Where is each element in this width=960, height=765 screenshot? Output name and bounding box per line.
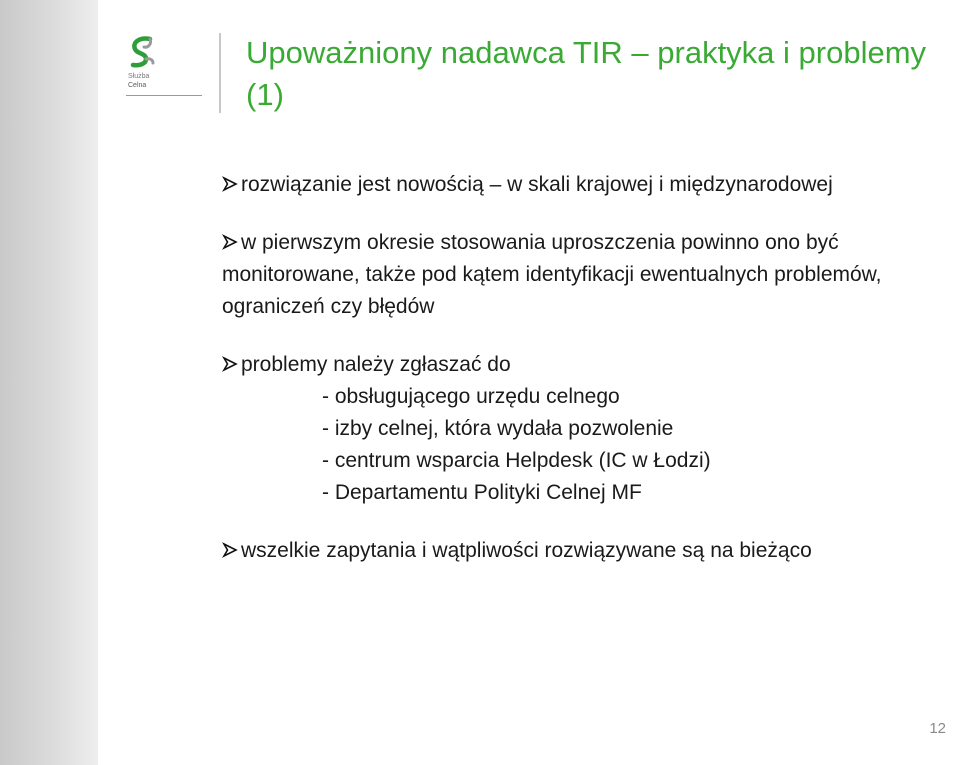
sub-list-item: - izby celnej, która wydała pozwolenie xyxy=(322,417,674,440)
bullet-item xyxy=(222,535,912,567)
logo-text xyxy=(128,72,149,90)
arrow-bullet-icon xyxy=(222,356,239,372)
logo-underline xyxy=(126,95,202,96)
sluzba-celna-logo xyxy=(122,36,202,100)
arrow-bullet-icon xyxy=(222,542,239,558)
sub-list-item: - Departamentu Polityki Celnej MF xyxy=(322,481,642,504)
sub-list-item: - obsługującego urzędu celnego xyxy=(322,385,620,408)
arrow-bullet-icon xyxy=(222,176,239,192)
bullet-text: wszelkie zapytania i wątpliwości rozwiązywane są na bieżąco xyxy=(241,539,812,562)
bullet-item xyxy=(222,349,912,509)
logo-text-line1: Służba xyxy=(128,73,150,80)
bullet-item xyxy=(222,227,912,323)
slide-title: Upoważniony nadawca TIR – praktyka i problemy (1) xyxy=(246,35,927,112)
title-divider xyxy=(219,33,221,113)
page-number: 12 xyxy=(929,720,946,737)
sluzba-celna-logo-mark xyxy=(126,36,160,70)
logo-text-line2: Celna xyxy=(128,82,147,89)
contact-sub-list xyxy=(222,381,912,509)
bullet-text: w pierwszym okresie stosowania uproszczenia powinno ono być monitorowane, także pod kątem identyfikacji ewentualnych problemów, ograniczeń czy błędów xyxy=(222,231,882,318)
sub-list-item: - centrum wsparcia Helpdesk (IC w Łodzi) xyxy=(322,449,711,472)
bullet-item xyxy=(222,169,912,201)
left-decorative-band xyxy=(0,0,98,765)
bullet-text: problemy należy zgłaszać do xyxy=(241,353,511,376)
bullet-list xyxy=(222,169,912,593)
arrow-bullet-icon xyxy=(222,234,239,250)
bullet-text: rozwiązanie jest nowością – w skali krajowej i międzynarodowej xyxy=(241,173,833,196)
